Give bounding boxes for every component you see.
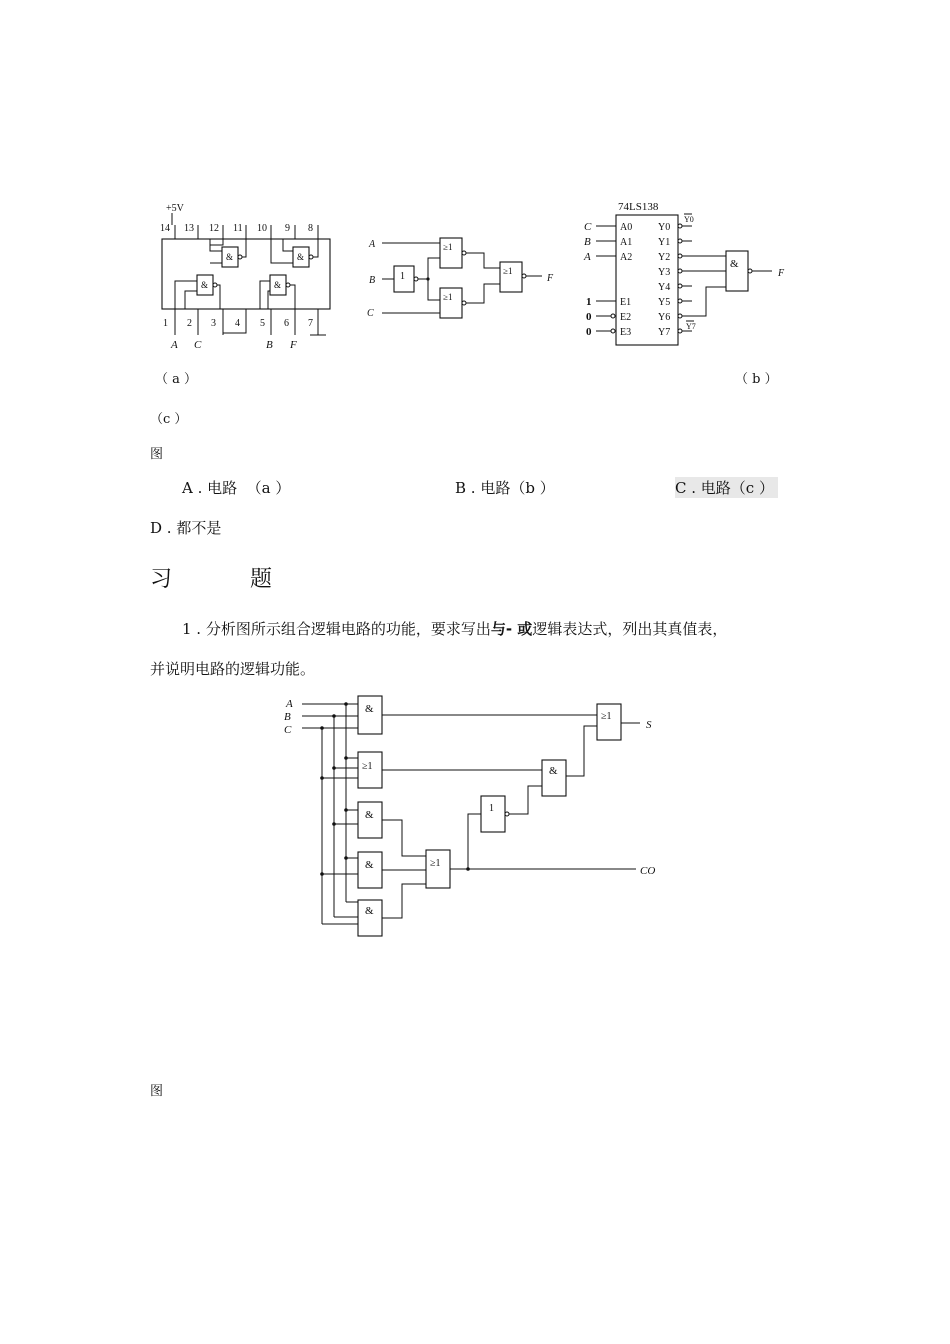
figure-a-ic-diagram bbox=[150, 195, 350, 355]
pin-13: 13 bbox=[184, 223, 194, 234]
svg-text:Y0: Y0 bbox=[658, 222, 671, 233]
svg-text:&: & bbox=[365, 809, 374, 821]
y0-bar-label: Y0 bbox=[684, 215, 694, 224]
y7-bar-label: Y7 bbox=[686, 322, 696, 331]
svg-text:A0: A0 bbox=[620, 222, 633, 233]
and-or-bold: 与- 或 bbox=[490, 620, 533, 638]
and-gate-1 bbox=[358, 696, 382, 734]
figure-label: 图 bbox=[150, 447, 164, 462]
svg-text:0: 0 bbox=[586, 326, 592, 338]
svg-text:A: A bbox=[584, 251, 591, 263]
or-gate-co bbox=[426, 850, 450, 888]
input-b-label: B bbox=[369, 275, 376, 286]
pin-2: 2 bbox=[187, 318, 192, 329]
pin-11: 11 bbox=[233, 223, 243, 234]
svg-text:Y2: Y2 bbox=[658, 252, 671, 263]
input-a-label: A bbox=[369, 239, 376, 250]
svg-text:B: B bbox=[584, 236, 591, 248]
svg-text:Y6: Y6 bbox=[658, 312, 671, 323]
svg-text:&: & bbox=[549, 765, 558, 777]
svg-text:Y1: Y1 bbox=[658, 237, 671, 248]
option-b[interactable]: B . 电路（b ） bbox=[455, 479, 555, 497]
output-f-label: F bbox=[547, 273, 554, 284]
svg-text:≥1: ≥1 bbox=[503, 266, 513, 276]
caption-a: （ a ） bbox=[155, 372, 198, 387]
or-gate-s bbox=[597, 704, 621, 740]
option-d[interactable]: D . 都不是 bbox=[150, 519, 222, 537]
problem-1-line-2: 并说明电路的逻辑功能。 bbox=[150, 660, 316, 678]
section-title-left: 习 bbox=[150, 567, 173, 592]
output-s-label: S bbox=[646, 719, 652, 731]
figure-2-logic-circuit bbox=[280, 692, 680, 942]
chip-label: 74LS138 bbox=[618, 201, 659, 213]
svg-text:1: 1 bbox=[489, 803, 494, 814]
svg-text:&: & bbox=[365, 703, 374, 715]
pin-12: 12 bbox=[209, 223, 219, 234]
svg-text:&: & bbox=[201, 280, 209, 290]
pin-10: 10 bbox=[257, 223, 267, 234]
svg-text:&: & bbox=[274, 280, 282, 290]
figure-c-gate-diagram bbox=[362, 228, 562, 328]
svg-text:E1: E1 bbox=[620, 297, 632, 308]
output-f-label: F bbox=[778, 268, 785, 279]
pin-14: 14 bbox=[160, 223, 170, 234]
not-gate bbox=[481, 796, 505, 832]
svg-text:Y7: Y7 bbox=[658, 327, 671, 338]
svg-text:≥1: ≥1 bbox=[362, 761, 373, 772]
input-a-label: A bbox=[171, 339, 178, 351]
section-title-right: 题 bbox=[250, 567, 273, 592]
svg-text:&: & bbox=[226, 252, 234, 262]
input-a-label: A bbox=[286, 698, 293, 710]
input-c-label: C bbox=[284, 724, 292, 736]
svg-text:&: & bbox=[297, 252, 305, 262]
svg-text:1: 1 bbox=[586, 296, 592, 308]
svg-text:&: & bbox=[365, 859, 374, 871]
problem-1-line-1: 1 . 分析图所示组合逻辑电路的功能，要求写出与- 或逻辑表达式，列出其真值表， bbox=[182, 620, 728, 638]
option-c[interactable]: C . 电路（c ） bbox=[675, 477, 778, 498]
pin-4: 4 bbox=[235, 318, 240, 329]
svg-text:≥1: ≥1 bbox=[443, 242, 453, 252]
figure-2-label: 图 bbox=[150, 1084, 164, 1099]
svg-text:Y5: Y5 bbox=[658, 297, 671, 308]
figure-b-decoder-diagram bbox=[578, 195, 798, 355]
svg-text:≥1: ≥1 bbox=[443, 292, 453, 302]
input-b-label: B bbox=[266, 339, 273, 351]
svg-text:&: & bbox=[730, 258, 739, 270]
input-b-label: B bbox=[284, 711, 291, 723]
svg-text:Y4: Y4 bbox=[658, 282, 671, 293]
input-c-label: C bbox=[194, 339, 202, 351]
pin-3: 3 bbox=[211, 318, 216, 329]
input-c-label: C bbox=[367, 308, 374, 319]
svg-text:≥1: ≥1 bbox=[430, 858, 441, 869]
svg-text:A2: A2 bbox=[620, 252, 633, 263]
svg-text:&: & bbox=[365, 905, 374, 917]
option-a[interactable]: A . 电路 （a ） bbox=[182, 479, 291, 497]
nand-gate bbox=[726, 251, 748, 291]
pin-8: 8 bbox=[308, 223, 313, 234]
pin-6: 6 bbox=[284, 318, 289, 329]
output-f-label: F bbox=[290, 339, 297, 351]
vcc-label: +5V bbox=[166, 203, 184, 214]
svg-text:E3: E3 bbox=[620, 327, 632, 338]
svg-text:E2: E2 bbox=[620, 312, 632, 323]
svg-text:1: 1 bbox=[400, 271, 405, 282]
svg-text:≥1: ≥1 bbox=[601, 711, 612, 722]
svg-text:Y3: Y3 bbox=[658, 267, 671, 278]
svg-text:0: 0 bbox=[586, 311, 592, 323]
pin-7: 7 bbox=[308, 318, 313, 329]
output-co-label: CO bbox=[640, 865, 656, 877]
caption-c: （c ） bbox=[150, 412, 188, 427]
pin-1: 1 bbox=[163, 318, 168, 329]
pin-5: 5 bbox=[260, 318, 265, 329]
caption-b: （ b ） bbox=[735, 372, 778, 387]
decoder-body bbox=[616, 215, 678, 345]
pin-9: 9 bbox=[285, 223, 290, 234]
svg-text:A1: A1 bbox=[620, 237, 633, 248]
svg-text:C: C bbox=[584, 221, 592, 233]
